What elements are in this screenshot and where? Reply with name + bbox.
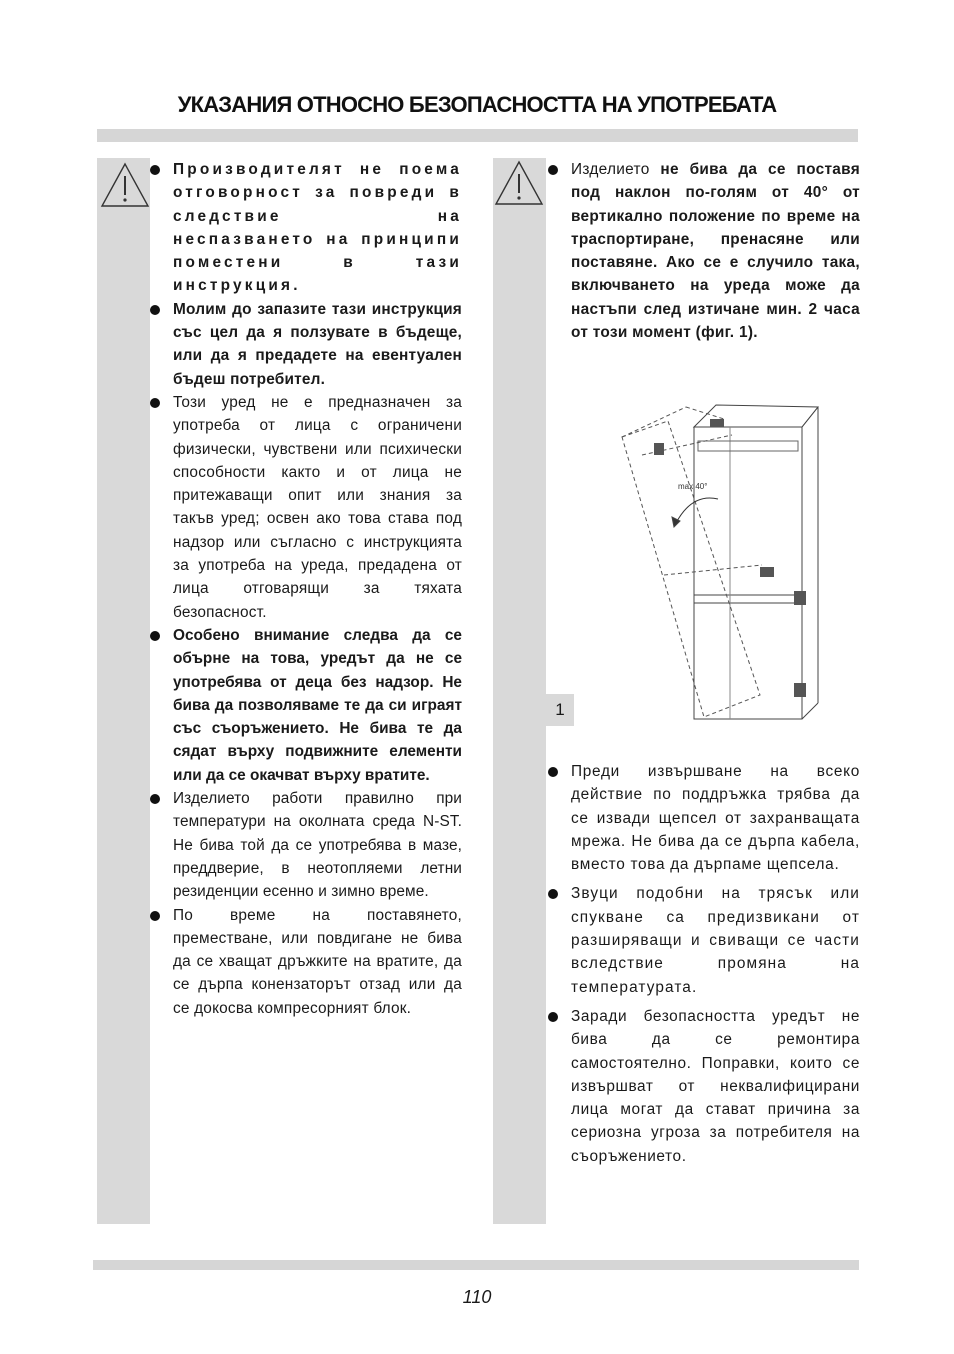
right-margin-bar — [493, 158, 546, 1224]
warning-triangle-icon — [494, 160, 544, 206]
page-title: УКАЗАНИЯ ОТНОСНО БЕЗОПАСНОСТТА НА УПОТРЕБАТА — [177, 92, 777, 117]
safety-list-right — [548, 760, 860, 1168]
list-item: Изделието работи правилно при температури на околната среда N-ST. Не бива той да се употребява в мазе, преддверие, в неотопляеми летни резиденции есенно и зимно време. — [150, 787, 462, 903]
list-item: Заради безопасността уредът не бива да се ремонтира самостоятелно. Поправки, които се извършват от неквалифицирани лица могат да стават причина за сериозна угроза за потребителя на съоръжението. — [548, 1005, 860, 1168]
warning-triangle-icon — [100, 162, 150, 208]
list-item: По време на поставянето, преместване, или повдигане не бива да се хващат дръжките на вратите, да се дърпа конензаторът отзад или да се докосва компресорният блок. — [150, 904, 462, 1020]
intro-bold-text: не бива да се поставя под наклон по-голям от 40° от вертикално положение по време на траспортиране, пренасяне или поставяне. Ако се е случило така, включването на уреда може да настъпи след изтичане мин. 2 часа от този момент (фиг. 1). — [571, 161, 860, 342]
list-item: Молим до запазите тази инструкция със цел да я ползувате в бъдеще, или да я предадете на евентуален бъдеш потребител. — [150, 298, 462, 391]
header-divider — [97, 129, 858, 142]
page-number: 110 — [462, 1287, 492, 1307]
right-column — [548, 158, 860, 344]
safety-list-left — [150, 158, 462, 1020]
transport-warning — [548, 158, 860, 344]
max-angle-label: max 40° — [678, 482, 708, 491]
list-item: Преди извършване на всеко действие по поддръжка трябва да се извади щепсел от захранващата мрежа. Не бива да се дърпа кабела, вместо това да дърпаме щепсела. — [548, 760, 860, 876]
list-item: Този уред не е предназначен за употреба от лица с ограничени физически, чувствени или психически способности както и от лица не притежаващи опит или знания за такъв уред; освен ако това става под надзор или съгласно с инструкцията за употреба на уреда, предадена от лица отговарящи за тяхата безопасност. — [150, 391, 462, 624]
list-item: Звуци подобни на трясък или спукване са предизвикани от разширяващи и свиващи се части вследствие промяна на температурата. — [548, 882, 860, 998]
list-item: Особено внимание следва да се обърне на това, уредът да не се употребява от деца без надзор. Не бива да позволяваме те да си играят със съоръжението. Не бива те да сядат върху подвижните елементи или да се окачват върху вратите. — [150, 624, 462, 787]
figure-number: 1 — [546, 694, 574, 726]
right-column-lower — [548, 760, 860, 1174]
intro-lead-text: Изделието — [571, 161, 661, 178]
footer-divider — [93, 1260, 859, 1270]
tilted-fridge-figure — [612, 395, 822, 730]
list-item: Производителят не поема отговорност за повреди в следствие на неспазването на принципи поместени в тази инструкция. — [150, 158, 462, 298]
left-margin-bar — [97, 158, 150, 1224]
list-item — [548, 158, 860, 344]
left-column — [150, 158, 462, 1020]
